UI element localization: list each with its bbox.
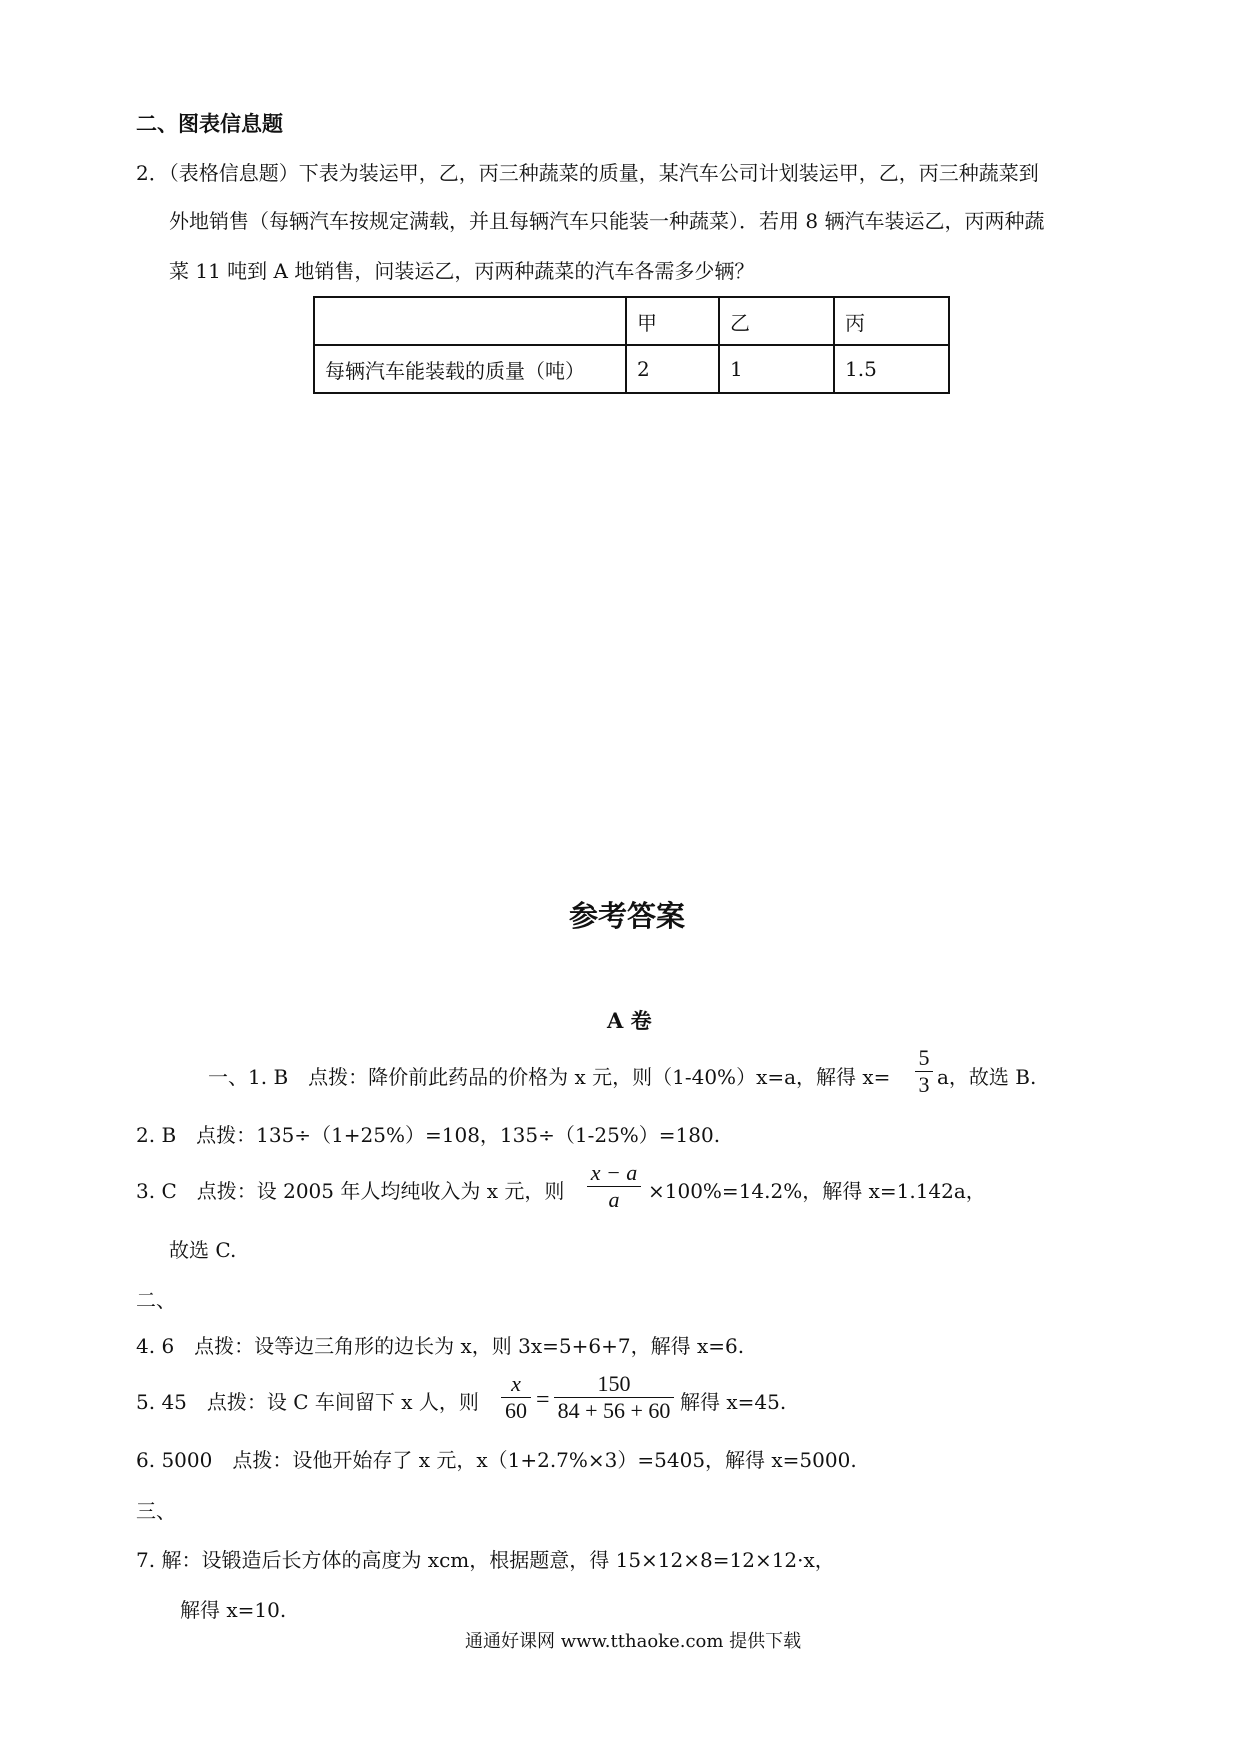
- answer-3-text: 3. C 点拨：设 2005 年人均纯收入为 x 元，则: [136, 1179, 565, 1203]
- table-cell: 2: [626, 345, 719, 393]
- answer-1-suffix: a，故选 B.: [937, 1065, 1037, 1089]
- table-header-cell: 丙: [834, 297, 949, 345]
- fraction-denominator: a: [608, 1187, 620, 1212]
- fraction-denominator: 84 + 56 + 60: [557, 1398, 671, 1423]
- table-header-row: [314, 297, 949, 345]
- vegetable-table: [313, 296, 950, 394]
- part-3-label: 三、: [136, 1499, 176, 1523]
- section-title: 二、图表信息题: [136, 111, 283, 136]
- table-header-cell: 乙: [719, 297, 834, 345]
- answer-3-suffix: ×100%=14.2%，解得 x=1.142a，: [648, 1179, 986, 1203]
- answer-2: 2. B 点拨：135÷（1+25%）=108，135÷（1-25%）=180.: [136, 1123, 721, 1147]
- fraction-denominator: 3: [918, 1072, 930, 1097]
- question-2-line-2: 外地销售（每辆汽车按规定满载，并且每辆汽车只能装一种蔬菜）．若用 8 辆汽车装运乙，丙两种蔬: [169, 209, 1045, 233]
- answers-title: 参考答案: [569, 899, 686, 933]
- answer-4: 4. 6 点拨：设等边三角形的边长为 x，则 3x=5+6+7，解得 x=6.: [136, 1334, 745, 1358]
- part-2-label: 二、: [136, 1288, 176, 1312]
- table-cell: 1.5: [834, 345, 949, 393]
- answer-1-text: 一、1. B 点拨：降价前此药品的价格为 x 元，则（1-40%）x=a，解得 x=: [208, 1065, 891, 1089]
- answer-5-fraction-right: [554, 1372, 674, 1423]
- answers-subtitle: A 卷: [607, 1008, 652, 1033]
- fraction-numerator: x: [511, 1371, 521, 1396]
- answer-5-suffix: 解得 x=45.: [680, 1390, 787, 1414]
- answer-6: 6. 5000 点拨：设他开始存了 x 元，x（1+2.7%×3）=5405，解得 x=5000.: [136, 1448, 857, 1472]
- question-2-line-1: 2．（表格信息题）下表为装运甲，乙，丙三种蔬菜的质量，某汽车公司计划装运甲，乙，丙三种蔬菜到: [136, 161, 1039, 185]
- answer-7-continuation: 解得 x=10.: [180, 1598, 287, 1622]
- question-2-line-3: 菜 11 吨到 A 地销售，问装运乙，丙两种蔬菜的汽车各需多少辆？: [169, 259, 755, 283]
- answer-3-fraction: [587, 1161, 641, 1212]
- table-row: [314, 345, 949, 393]
- answer-5-text: 5. 45 点拨：设 C 车间留下 x 人，则: [136, 1390, 479, 1414]
- table-header-cell: [314, 297, 626, 345]
- fraction-denominator: 60: [505, 1398, 527, 1423]
- answer-5-fraction-left: [501, 1372, 531, 1423]
- fraction-numerator: x − a: [590, 1160, 638, 1185]
- fraction-numerator: 150: [597, 1371, 631, 1396]
- footer-text: 通通好课网 www.tthaoke.com 提供下载: [465, 1631, 802, 1652]
- answer-1-fraction: [915, 1046, 933, 1097]
- table-cell: 1: [719, 345, 834, 393]
- answer-5-equals: =: [536, 1387, 550, 1413]
- table-row-label: 每辆汽车能装载的质量（吨）: [314, 345, 626, 393]
- answer-7: 7. 解：设锻造后长方体的高度为 xcm，根据题意，得 15×12×8=12×12·x，: [136, 1548, 835, 1572]
- table-header-cell: 甲: [626, 297, 719, 345]
- fraction-numerator: 5: [918, 1045, 930, 1070]
- answer-3-continuation: 故选 C.: [169, 1238, 237, 1262]
